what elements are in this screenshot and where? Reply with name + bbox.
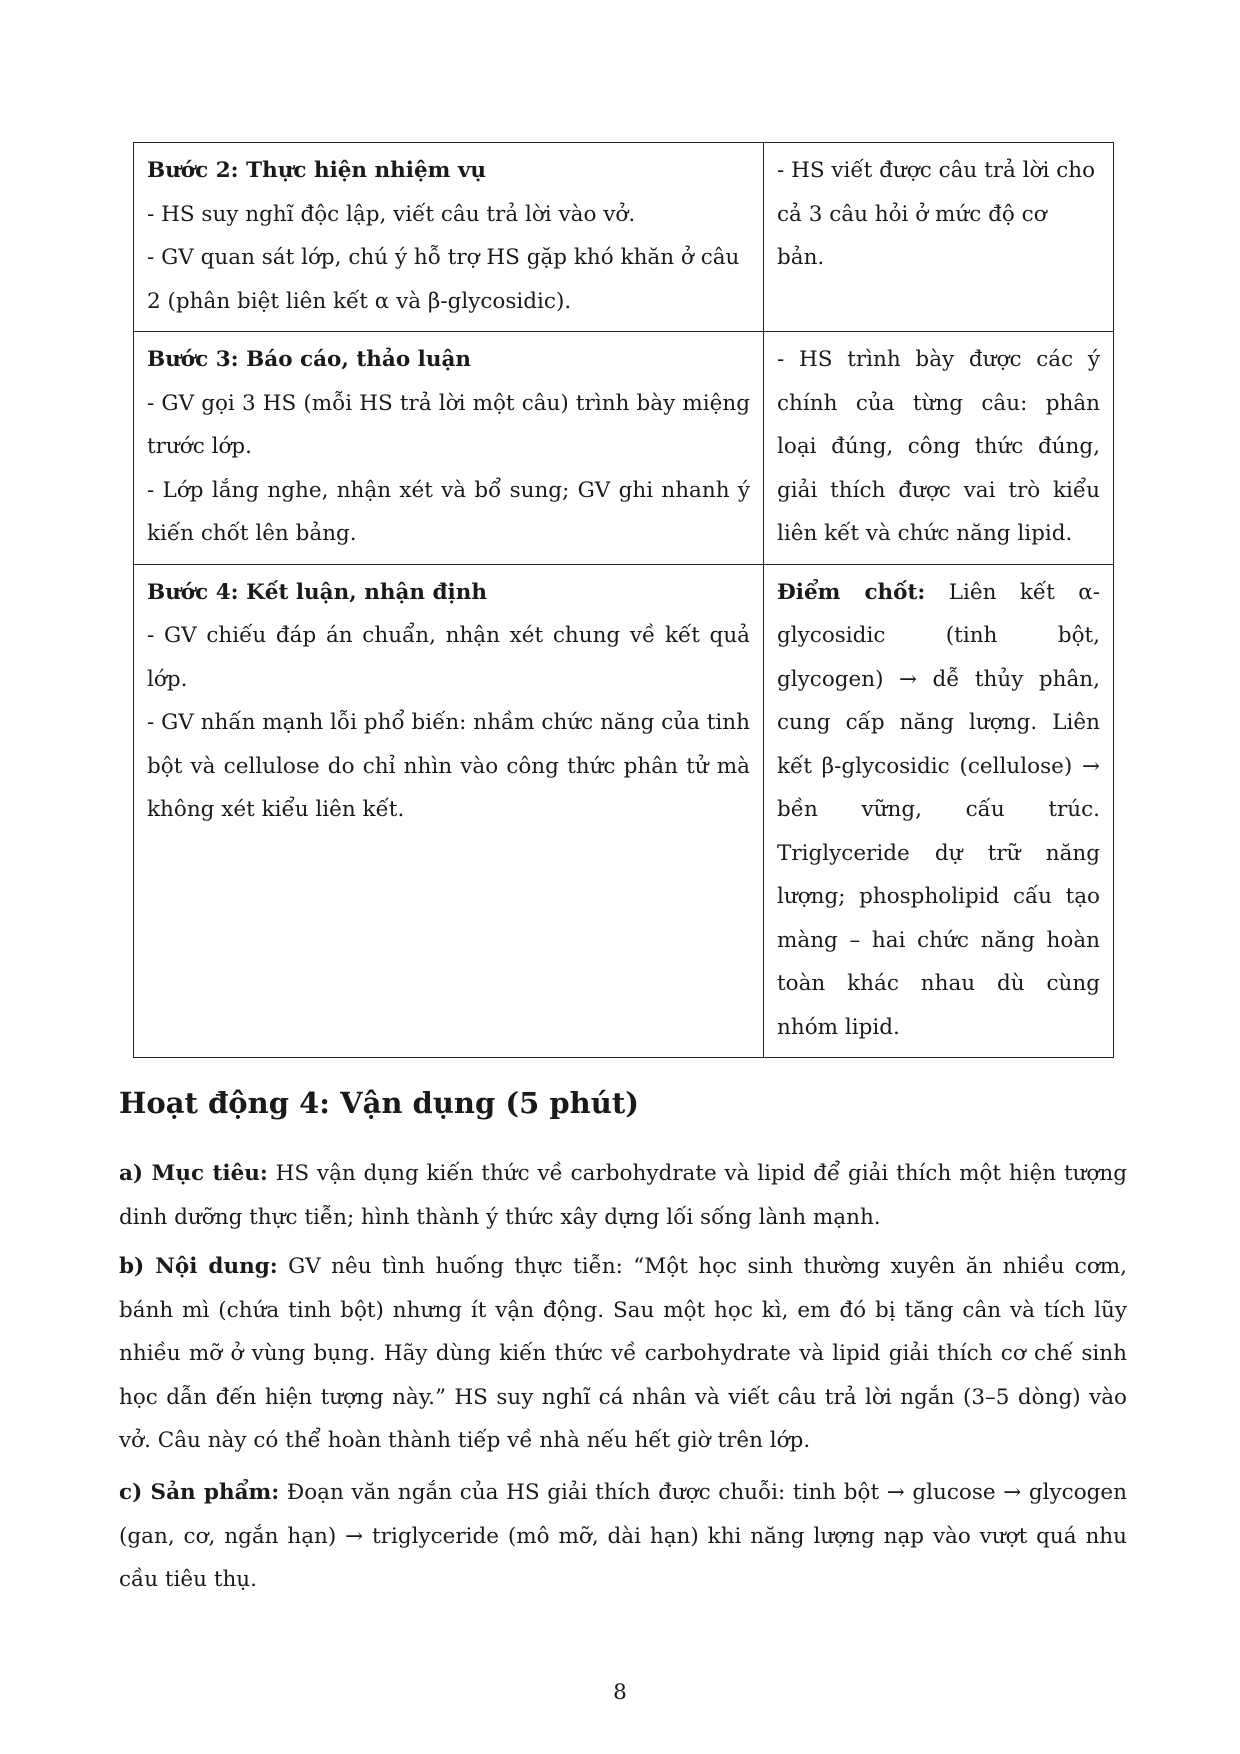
product-text: Đoạn văn ngắn của HS giải thích được chuỗi: tinh bột → glucose → glycogen (gan, cơ, ngắn hạn) → triglyceride (mô mỡ, dài hạn) khi năng lượng nạp vào vượt quá nhu cầu tiêu thụ. <box>119 1480 1127 1592</box>
product-paragraph <box>119 1471 1127 1602</box>
objective-text: HS vận dụng kiến thức về carbohydrate và lipid để giải thích một hiện tượng dinh dưỡng thực tiễn; hình thành ý thức xây dựng lối sống lành mạnh. <box>119 1161 1127 1230</box>
step-title: Bước 2: Thực hiện nhiệm vụ <box>147 158 487 183</box>
step-cell <box>134 332 764 565</box>
table-row <box>134 143 1114 332</box>
step-line: - GV nhấn mạnh lỗi phổ biến: nhầm chức năng của tinh bột và cellulose do chỉ nhìn vào công thức phân tử mà không xét kiểu liên kết. <box>147 710 750 822</box>
step-cell <box>134 143 764 332</box>
outcome-cell <box>764 332 1114 565</box>
outcome-text: - HS trình bày được các ý chính của từng câu: phân loại đúng, công thức đúng, giải thích được vai trò kiểu liên kết và chức năng lipid. <box>777 347 1100 546</box>
step-line: - Lớp lắng nghe, nhận xét và bổ sung; GV ghi nhanh ý kiến chốt lên bảng. <box>147 477 750 546</box>
outcome-label: Điểm chốt: <box>777 579 926 605</box>
activity-steps-table <box>133 142 1114 1058</box>
objective-label: a) Mục tiêu: <box>119 1161 268 1186</box>
step-title: Bước 4: Kết luận, nhận định <box>147 579 487 605</box>
product-label: c) Sản phẩm: <box>119 1480 280 1505</box>
outcome-text: - HS viết được câu trả lời cho cả 3 câu hỏi ở mức độ cơ bản. <box>777 158 1096 270</box>
step-cell <box>134 564 764 1058</box>
activity-heading: Hoạt động 4: Vận dụng (5 phút) <box>119 1086 639 1120</box>
outcome-text: Liên kết α-glycosidic (tinh bột, glycogen) → dễ thủy phân, cung cấp năng lượng. Liên kết β-glycosidic (cellulose) → bền vững, cấu trúc. Triglyceride dự trữ năng lượng; phospholipid cấu tạo màng – hai chức năng hoàn toàn khác nhau dù cùng nhóm lipid. <box>777 579 1100 1040</box>
content-paragraph <box>119 1245 1127 1463</box>
step-line: - GV chiếu đáp án chuẩn, nhận xét chung về kết quả lớp. <box>147 623 750 692</box>
outcome-cell <box>764 564 1114 1058</box>
step-line: - GV gọi 3 HS (mỗi HS trả lời một câu) trình bày miệng trước lớp. <box>147 390 750 459</box>
objective-paragraph <box>119 1152 1127 1239</box>
table-row <box>134 332 1114 565</box>
outcome-cell <box>764 143 1114 332</box>
content-label: b) Nội dung: <box>119 1254 278 1279</box>
content-text: GV nêu tình huống thực tiễn: “Một học sinh thường xuyên ăn nhiều cơm, bánh mì (chứa tinh bột) nhưng ít vận động. Sau một học kì, em đó bị tăng cân và tích lũy nhiều mỡ ở vùng bụng. Hãy dùng kiến thức về carbohydrate và lipid giải thích cơ chế sinh học dẫn đến hiện tượng này.” HS suy nghĩ cá nhân và viết câu trả lời ngắn (3–5 dòng) vào vở. Câu này có thể hoàn thành tiếp về nhà nếu hết giờ trên lớp. <box>119 1254 1127 1453</box>
step-line: - GV quan sát lớp, chú ý hỗ trợ HS gặp khó khăn ở câu 2 (phân biệt liên kết α và β-glycosidic). <box>147 245 740 314</box>
page-number: 8 <box>613 1680 627 1705</box>
step-title: Bước 3: Báo cáo, thảo luận <box>147 347 472 372</box>
table-row <box>134 564 1114 1058</box>
step-line: - HS suy nghĩ độc lập, viết câu trả lời vào vở. <box>147 201 636 227</box>
